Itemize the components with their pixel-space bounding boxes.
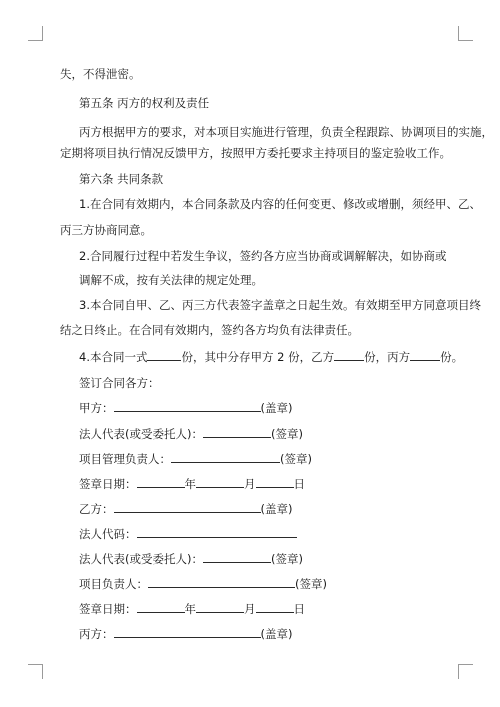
party-b-seal: (盖章) <box>260 502 293 516</box>
clause5-text-line2: 定期将项目执行情况反馈甲方，按照甲方委托要求主持项目的鉴定验收工作。 <box>60 146 451 160</box>
party-b-blank[interactable] <box>114 500 261 513</box>
party-b-mgr-sign: (签章) <box>295 577 327 591</box>
date-1-day-blank[interactable] <box>256 475 294 488</box>
party-b-copies-blank[interactable] <box>334 348 364 361</box>
date-row-2 <box>79 600 305 617</box>
clause5-heading: 第五条 丙方的权利及责任 <box>79 96 210 110</box>
party-c-copies-blank[interactable] <box>410 348 440 361</box>
total-copies-blank[interactable] <box>147 348 181 361</box>
date-1-label: 签章日期： <box>79 477 137 491</box>
party-a-seal: (盖章) <box>260 401 293 415</box>
party-b-code-row <box>79 525 297 542</box>
party-b-rep-sign: (签章) <box>270 552 303 566</box>
date-2-day-blank[interactable] <box>256 600 294 613</box>
signatories-title: 签订合同各方： <box>79 376 160 390</box>
party-b-label: 乙方： <box>79 502 114 516</box>
item4-text-b: 份，其中分存甲方 2 份，乙方 <box>181 350 335 364</box>
party-a-label: 甲方： <box>79 401 114 415</box>
party-c-blank[interactable] <box>114 625 261 638</box>
party-a-rep-blank[interactable] <box>203 425 271 438</box>
party-a-rep-sign: (签章) <box>270 427 303 441</box>
party-a-mgr-label: 项目管理负责人： <box>79 452 171 466</box>
date-2-month-blank[interactable] <box>196 600 244 613</box>
date-1-month: 月 <box>244 477 256 491</box>
party-a-mgr-blank[interactable] <box>171 450 280 463</box>
party-c-row <box>79 625 292 642</box>
clause6-item2-line2: 调解不成，按有关法律的规定处理。 <box>79 273 263 287</box>
date-2-year: 年 <box>184 602 196 616</box>
date-1-month-blank[interactable] <box>196 475 244 488</box>
clause5-previous-tail: 失，不得泄密。 <box>60 67 141 81</box>
date-2-day: 日 <box>293 602 305 616</box>
clause6-heading: 第六条 共同条款 <box>79 172 164 186</box>
date-1-day: 日 <box>293 477 305 491</box>
clause5-text-line1: 丙方根据甲方的要求，对本项目实施进行管理，负责全程跟踪、协调项目的实施， <box>79 125 493 139</box>
party-a-mgr-row <box>79 450 312 467</box>
date-2-year-blank[interactable] <box>137 600 185 613</box>
clause6-item1-line1: 1.在合同有效期内，本合同条款及内容的任何变更、修改或增删，须经甲、乙、 <box>79 197 481 211</box>
party-a-rep-row <box>79 425 303 442</box>
party-a-mgr-sign: (签章) <box>280 452 312 466</box>
date-2-month: 月 <box>244 602 256 616</box>
party-b-rep-row <box>79 550 303 567</box>
party-b-mgr-label: 项目负责人： <box>79 577 148 591</box>
clause6-item2-line1: 2.合同履行过程中若发生争议，签约各方应当协商或调解解决，如协商或 <box>79 249 447 263</box>
clause6-item4 <box>79 348 463 365</box>
date-2-label: 签章日期： <box>79 602 137 616</box>
party-c-label: 丙方： <box>79 627 114 641</box>
party-b-rep-label: 法人代表(或受委托人)： <box>79 552 203 566</box>
item4-text-c: 份，丙方 <box>364 350 411 364</box>
date-1-year-blank[interactable] <box>137 475 185 488</box>
party-b-rep-blank[interactable] <box>203 550 271 563</box>
party-a-blank[interactable] <box>114 399 261 412</box>
party-b-code-label: 法人代码： <box>79 527 137 541</box>
party-b-mgr-row <box>79 575 327 592</box>
party-b-mgr-blank[interactable] <box>148 575 295 588</box>
clause6-item3-line2: 结之日终止。在合同有效期内，签约各方均负有法律责任。 <box>60 323 359 337</box>
item4-text-d: 份。 <box>440 350 464 364</box>
clause6-item1-line2: 丙三方协商同意。 <box>60 223 152 237</box>
clause6-item3-line1: 3.本合同自甲、乙、丙三方代表签字盖章之日起生效。有效期至甲方同意项目终 <box>79 298 481 312</box>
party-a-row <box>79 399 292 416</box>
party-b-code-blank[interactable] <box>137 525 297 538</box>
item4-text-a: 4.本合同一式 <box>79 350 148 364</box>
party-c-seal: (盖章) <box>260 627 293 641</box>
party-b-row <box>79 500 292 517</box>
party-a-rep-label: 法人代表(或受委托人)： <box>79 427 203 441</box>
date-1-year: 年 <box>184 477 196 491</box>
date-row-1 <box>79 475 305 492</box>
